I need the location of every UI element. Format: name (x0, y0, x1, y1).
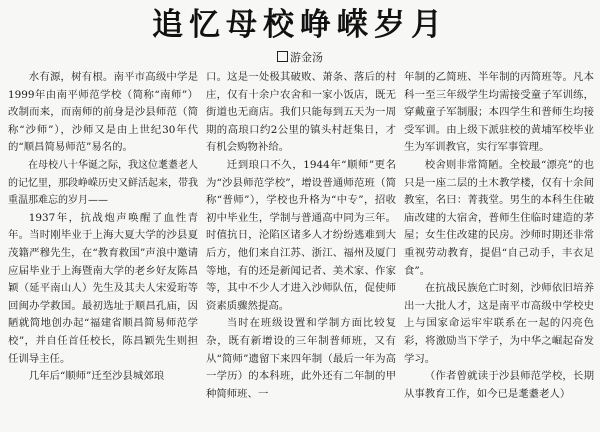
byline (0, 51, 600, 65)
column-2 (206, 69, 396, 427)
article-body (8, 69, 594, 427)
byline-box-icon (277, 51, 288, 62)
column-1 (8, 69, 198, 427)
paragraph: 在抗战民族危亡时刻，沙师依旧培养出一大批人才，这是南平市高级中学校史上与国家命运牢牢联系在一起的闪亮色彩，将激励当下学子，为中华之崛起奋发学习。 (404, 282, 594, 365)
paragraph: 年制的乙简班、半年制的丙简班等。凡本科一至三年级学生均需接受童子军训练，穿戴童子军制服；本四学生和普师生均接受军训。由上级下派驻校的黄埔军校毕业生为军训教官，实行军事管理。 (404, 71, 594, 154)
paragraph: 口。这是一处极其破败、萧条、落后的村庄，仅有十余户农舍和一家小饭店，既无街道也无商店。我们只能每到五天为一周期的高琅口约2公里的镇头村赶集日，才有机会购物补给。 (206, 71, 396, 154)
paragraph: 1937年，抗战炮声唤醒了血性青年。当时刚毕业于上海大夏大学的沙县夏茂籍严穆先生，在“教育救国”声浪中邀请应届毕业于上海暨南大学的老乡好友陈昌颖（延平南山人）先生及其夫人宋爱珩等回闽办学救国。最初选址于顺昌孔庙，因陋就简地创办起“福建省顺昌简易师范学校”，并自任首任校长，陈昌颖先生则担任训导主任。 (8, 211, 198, 365)
article-title: 追忆母校峥嵘岁月 (152, 7, 448, 43)
paragraph: 当时在班级设置和学制方面比较复杂，既有新增设的三年制普师班，又有从“简师”遗留下来四年制（最后一年为高一学历）的本科班，此外还有二年制的甲种简师班、一 (206, 317, 396, 400)
column-3 (404, 69, 594, 427)
paragraph: 校舍则非常简陋。全校最“漂亮”的也只是一座二层的土木教学楼，仅有十余间教室，名曰：菁莪堂。男生的本科生住破庙改建的大宿舍，普师生住临时建造的茅屋；女生住改建的民房。沙师时期还非常重视劳动教育，提倡“自己动手，丰衣足食”。 (404, 158, 594, 277)
paragraph: 迁到琅口不久，1944年“顺师”更名为“沙县师范学校”，增设普通师范班（简称“普师”），学校也升格为“中专”，招收初中毕业生，学制与普通高中同为三年。时值抗日，沦陷区诸多人才纷纷逃难到大后方，他们来自江苏、浙江、福州及厦门等地，有的还是新闻记者、美术家、作家等，其中不少人才进入沙师队伍，促使师资素质骤然提高。 (206, 158, 396, 312)
author-name: 游金汤 (290, 51, 323, 64)
paragraph: 几年后“顺师”迁至沙县城郊琅 (28, 370, 165, 383)
paragraph: 在母校八十华诞之际，我这位耄耋老人的记忆里，那段峥嵘历史又鲜活起来，带我重温那难忘的岁月—— (8, 159, 198, 207)
paragraph: （作者曾就读于沙县师范学校，长期从事教育工作，如今已是耄耋老人） (404, 370, 594, 400)
paragraph: 水有源，树有根。南平市高级中学是1999年由南平师范学校（简称“南师”）改制而来，而南师的前身是沙县师范（简称“沙师”），沙师又是由上世纪30年代的“顺昌简易师范”易名的。 (8, 71, 198, 154)
